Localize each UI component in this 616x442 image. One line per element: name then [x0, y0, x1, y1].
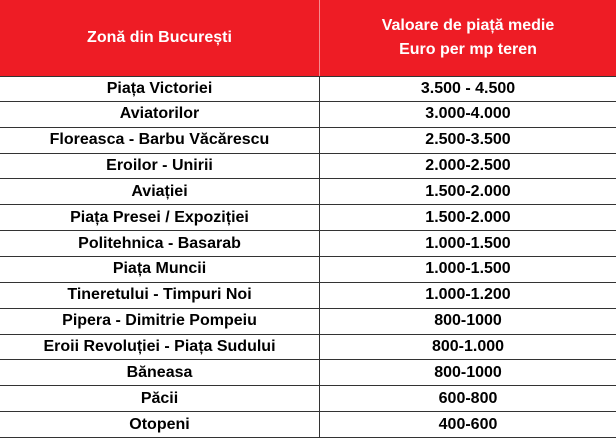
table-row: [0, 386, 616, 412]
zone-cell: Pipera - Dimitrie Pompeiu: [0, 309, 320, 334]
value-cell: 800-1000: [434, 363, 502, 381]
table-row: [0, 179, 616, 205]
table-row: [0, 154, 616, 180]
zone-cell: Eroilor - Unirii: [0, 154, 320, 179]
table-header: [0, 0, 616, 76]
zone-cell: Floreasca - Barbu Văcărescu: [0, 128, 320, 153]
table-row: [0, 102, 616, 128]
table-row: [0, 309, 616, 335]
zone-cell: Eroii Revoluției - Piața Sudului: [0, 335, 320, 360]
zone-cell: Tineretului - Timpuri Noi: [0, 283, 320, 308]
table-row: [0, 360, 616, 386]
table-row: [0, 128, 616, 154]
value-cell: 3.500 - 4.500: [420, 79, 516, 97]
zone-cell: Piața Victoriei: [0, 77, 320, 101]
table-body: [0, 76, 616, 438]
table-row: [0, 231, 616, 257]
zone-cell: Băneasa: [0, 360, 320, 385]
zone-cell: Aviatorilor: [0, 102, 320, 127]
table-row: [0, 335, 616, 361]
value-cell: 600-800: [438, 389, 498, 407]
value-cell: 400-600: [438, 415, 498, 433]
table-row: [0, 283, 616, 309]
value-cell: 2.000-2.500: [425, 157, 511, 174]
header-value-line2: Euro per mp teren: [399, 41, 537, 58]
value-cell: 800-1000: [434, 312, 502, 330]
zone-cell: Păcii: [0, 386, 320, 411]
value-cell: 1.000-1.200: [425, 286, 511, 304]
zone-cell: Politehnica - Basarab: [0, 231, 320, 256]
table-row: [0, 76, 616, 102]
header-value-line1: Valoare de piață medie: [381, 17, 555, 34]
zone-cell: Otopeni: [0, 412, 320, 437]
value-cell: 2.500-3.500: [425, 131, 511, 149]
zone-cell: Piața Muncii: [0, 257, 320, 282]
value-cell: 1.500-2.000: [425, 208, 511, 226]
table-row: [0, 412, 616, 438]
value-cell: 1.000-1.500: [425, 234, 511, 252]
table-row: [0, 205, 616, 231]
header-value: [320, 0, 616, 76]
header-zone: Zonă din București: [0, 0, 320, 76]
table-row: [0, 257, 616, 283]
zone-cell: Piața Presei / Expoziției: [0, 205, 320, 230]
zone-cell: Aviației: [0, 179, 320, 204]
value-cell: 800-1.000: [431, 338, 505, 356]
value-cell: 1.000-1.500: [425, 260, 511, 278]
value-cell: 1.500-2.000: [425, 182, 511, 200]
value-cell: 3.000-4.000: [425, 105, 511, 123]
